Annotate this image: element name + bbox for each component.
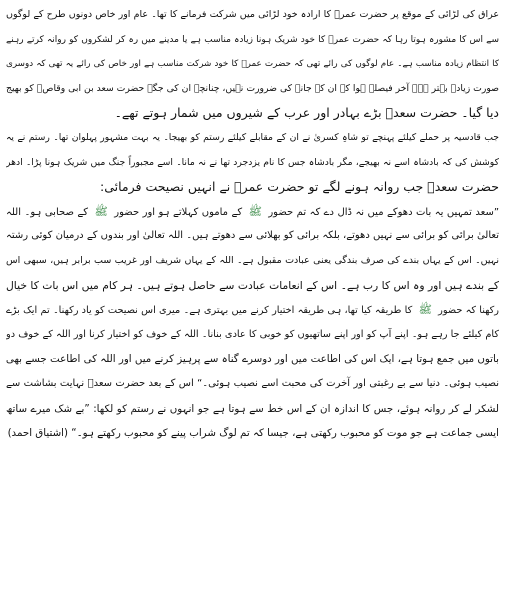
text-line: نصیب ہوئی۔ دنیا سے بے رغبتی اور آخرت کی محبت اسے نصیب ہوئی۔“ اس کے بعد حضرت سعدؓ نہایت بشاشت سے bbox=[6, 377, 499, 389]
text-line: دیا گیا۔ حضرت سعدؓ بڑے بہادر اور عرب کے شیروں میں شمار ہوتے تھے۔ bbox=[114, 105, 499, 121]
text-line: لشکر لے کر روانہ ہوئے، جس کا اندازہ ان کے اس خط سے ہوتا ہے جو انہوں نے رستم کو لکھا: ”بے شک میرے ساتھ bbox=[6, 402, 499, 415]
text-line: صورت زیادہ بہتر ہے۔ آخر فیصلہ ہوا کہ ان کے جانے کی ضرورت نہیں، چنانچہ ان کی جگہ حضرت سعد بن ابی وقاصؓ کو بھیج bbox=[6, 82, 499, 94]
text-line: نہیں۔ اس کے یہاں بندے کی صرف بندگی یعنی عبادت مقبول ہے۔ اللہ کے یہاں شریف اور غریب سب برابر ہیں، سبھی اس bbox=[6, 254, 499, 266]
text-line: سے اس کا مشورہ ہوتا رہا کہ حضرت عمرؓ کا خود شریک ہونا زیادہ مناسب ہے یا مدینے میں رہ کر لشکروں کو روانہ کرتے رہنے bbox=[6, 34, 499, 45]
honorific-symbol: ﷺ bbox=[418, 303, 432, 317]
honorific-symbol: ﷺ bbox=[94, 204, 108, 218]
text-line: رکھنا کہ حضور ﷺ کا طریقہ کیا تھا، ہی طریقہ اختیار کرنے میں بہتری ہے۔ میری اس نصیحت کو یاد رکھنا۔ تم ایک بڑے bbox=[6, 298, 499, 323]
text-line: باتوں میں جمع ہوتا ہے، ایک اس کی اطاعت میں اور دوسرے گناہ سے پرہیز کرنے میں اور اللہ کی اطاعت جسے بھی bbox=[6, 353, 499, 366]
text-line: ”سعد تمہیں یہ بات دھوکے میں نہ ڈال دے کہ تم حضور ﷺ کے ماموں کہلاتے ہو اور حضور ﷺ کے صحابی ہو۔ اللہ bbox=[6, 200, 499, 225]
text-line: کا انتظام زیادہ مناسب ہے۔ عام لوگوں کی رائے تھی کہ حضرت عمرؓ کا خود شرکت مناسب ہے اور خاص کی رائے یہ تھی کہ دوسری bbox=[6, 59, 499, 70]
text-line: کوشش کی کہ بادشاہ اسے نہ بھیجے، مگر بادشاہ جس کا نام یزدجرد تھا نے نہ مانا۔ اسے مجبوراً جنگ میں شریک ہونا پڑا۔ ادھر bbox=[6, 156, 499, 168]
text-line: ایسی جماعت ہے جو موت کو محبوب رکھتی ہے، جیسا کہ تم لوگ شراب پینے کو محبوب رکھتے ہو۔“ (اشتیاق احمد) bbox=[7, 427, 499, 440]
honorific-symbol: ﷺ bbox=[248, 204, 262, 218]
text-line: عراق کی لڑائی کے موقع پر حضرت عمرؓ کا ارادہ خود لڑائی میں شرکت فرمانے کا تھا۔ عام اور خاص دونوں طرح کے لوگوں bbox=[6, 9, 499, 20]
text-line: کے بندے ہیں اور وہ اس کا رب ہے۔ اس کے انعامات عبادت سے حاصل ہوتے ہیں۔ ہر کام میں اس بات کا خیال bbox=[6, 278, 499, 292]
text-line: تعالیٰ برائی کو برائی سے نہیں دھوتے، بلکہ برائی کو بھلائی سے دھوتے ہیں۔ اللہ تعالیٰ اور بندوں کے درمیان کوئی رشتہ bbox=[6, 230, 499, 242]
text-line: جب قادسیہ پر حملے کیلئے پہنچے تو شاہِ کسریٰ نے ان کے مقابلے کیلئے رستم کو بھیجا۔ یہ بہت مشہور پہلوان تھا۔ رستم نے یہ bbox=[6, 131, 499, 143]
text-line: حضرت سعدؓ جب روانہ ہونے لگے تو حضرت عمرؓ نے انہیں نصیحت فرمائی: bbox=[100, 179, 499, 195]
text-line: کام کیلئے جا رہے ہو۔ اپنے آپ کو اور اپنے ساتھیوں کو خوبی کا عادی بنانا۔ اللہ کے خوف کو اختیار کرنا اور اللہ کے خوف دو bbox=[6, 328, 499, 340]
